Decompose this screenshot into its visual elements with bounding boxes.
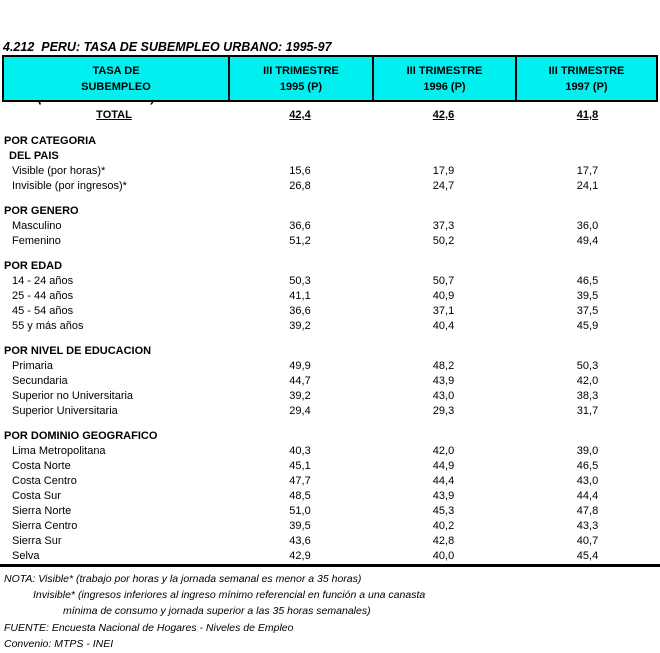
- section-heading-label: POR GENERO: [4, 205, 79, 217]
- value-cell: 38,3: [576, 390, 599, 402]
- row-label: Costa Centro: [12, 475, 77, 487]
- value-cell: 50,2: [432, 235, 455, 247]
- row-label: Femenino: [12, 235, 61, 247]
- value-cell: 46,5: [576, 460, 599, 472]
- value-cell: 42,8: [432, 535, 455, 547]
- value-cell: 49,4: [576, 235, 599, 247]
- table-row: [0, 304, 660, 319]
- total-value-1997: 41,8: [576, 109, 599, 121]
- value-cell: 45,9: [576, 320, 599, 332]
- footnote-line: NOTA: Visible* (trabajo por horas y la jornada semanal es menor a 35 horas): [4, 573, 362, 585]
- value-cell: 40,7: [576, 535, 599, 547]
- value-cell: 45,1: [289, 460, 311, 472]
- row-label: Superior Universitaria: [12, 405, 118, 417]
- value-cell: 43,9: [432, 375, 455, 387]
- value-cell: 50,3: [289, 275, 311, 287]
- row-label: Costa Sur: [12, 490, 61, 502]
- value-cell: 39,5: [576, 290, 599, 302]
- header-col-trimestre-1995: [228, 57, 372, 100]
- value-cell: 15,6: [289, 165, 311, 177]
- value-cell: 37,3: [432, 220, 455, 232]
- header-col-line: 1995 (P): [279, 80, 323, 93]
- value-cell: 43,3: [576, 520, 599, 532]
- value-cell: 39,0: [576, 445, 599, 457]
- row-label: Masculino: [12, 220, 62, 232]
- value-cell: 44,4: [576, 490, 599, 502]
- value-cell: 39,2: [289, 320, 311, 332]
- value-cell: 39,5: [289, 520, 311, 532]
- header-col-line: III TRIMESTRE: [548, 64, 625, 77]
- value-cell: 43,0: [576, 475, 599, 487]
- value-cell: 17,7: [576, 165, 599, 177]
- row-label: 14 - 24 años: [12, 275, 74, 287]
- section-heading-row: [0, 344, 660, 359]
- row-label: 45 - 54 años: [12, 305, 74, 317]
- table-row: [0, 534, 660, 549]
- value-cell: 42,0: [432, 445, 455, 457]
- bottom-rule: [0, 564, 660, 567]
- value-cell: 42,9: [289, 550, 311, 562]
- table-row: [0, 549, 660, 564]
- table-row: [0, 319, 660, 334]
- value-cell: 48,2: [432, 360, 455, 372]
- value-cell: 40,4: [432, 320, 455, 332]
- row-label: Lima Metropolitana: [12, 445, 106, 457]
- value-cell: 43,0: [432, 390, 455, 402]
- total-label: TOTAL: [96, 109, 132, 121]
- row-label: Sierra Centro: [12, 520, 78, 532]
- total-value-1996: 42,6: [432, 109, 455, 121]
- header-col-trimestre-1997: [515, 57, 656, 100]
- value-cell: 44,7: [289, 375, 311, 387]
- value-cell: 26,8: [289, 180, 311, 192]
- value-cell: 39,2: [289, 390, 311, 402]
- header-col-line: SUBEMPLEO: [81, 80, 151, 93]
- title-line-1: 4.212 PERU: TASA DE SUBEMPLEO URBANO: 1995-97: [3, 40, 332, 54]
- value-cell: 50,3: [576, 360, 599, 372]
- header-col-line: TASA DE: [92, 64, 140, 77]
- value-cell: 51,0: [289, 505, 311, 517]
- row-label: Invisible (por ingresos)*: [12, 180, 127, 192]
- value-cell: 46,5: [576, 275, 599, 287]
- table-body: [0, 108, 660, 564]
- value-cell: 48,5: [289, 490, 311, 502]
- value-cell: 24,7: [432, 180, 455, 192]
- total-value-1995: 42,4: [289, 109, 311, 121]
- row-label: Secundaria: [12, 375, 68, 387]
- value-cell: 36,6: [289, 220, 311, 232]
- table-row: [0, 179, 660, 194]
- section-heading-label: DEL PAIS: [9, 150, 59, 162]
- table-row: [0, 404, 660, 419]
- value-cell: 44,9: [432, 460, 455, 472]
- row-label: Primaria: [12, 360, 53, 372]
- value-cell: 29,4: [289, 405, 311, 417]
- value-cell: 49,9: [289, 360, 311, 372]
- table-row: [0, 374, 660, 389]
- row-label: Sierra Sur: [12, 535, 62, 547]
- value-cell: 37,1: [432, 305, 455, 317]
- value-cell: 36,0: [576, 220, 599, 232]
- section-heading-label: POR CATEGORIA: [4, 135, 97, 147]
- row-label: Visible (por horas)*: [12, 165, 106, 177]
- footnotes: [0, 571, 660, 652]
- value-cell: 37,5: [576, 305, 599, 317]
- value-cell: 47,7: [289, 475, 311, 487]
- section-heading-row: [0, 259, 660, 274]
- value-cell: 45,4: [576, 550, 599, 562]
- table-header-row: [2, 55, 658, 102]
- table-row: [0, 504, 660, 519]
- table-row: [0, 274, 660, 289]
- row-label: 25 - 44 años: [12, 290, 74, 302]
- footnote-line: FUENTE: Encuesta Nacional de Hogares - Niveles de Empleo: [4, 621, 294, 634]
- total-row: [0, 108, 660, 124]
- footnote-line: Convenio: MTPS - INEI: [4, 637, 114, 650]
- section-heading-row: [0, 134, 660, 149]
- value-cell: 44,4: [432, 475, 455, 487]
- value-cell: 41,1: [289, 290, 311, 302]
- header-col-trimestre-1996: [372, 57, 515, 100]
- header-col-line: III TRIMESTRE: [406, 64, 483, 77]
- table-sections: [0, 134, 660, 564]
- footnote-line: Invisible* (ingresos inferiores al ingreso mínimo referencial en función a una canasta: [33, 589, 426, 602]
- section-heading-row: [0, 149, 660, 164]
- section-heading-label: POR DOMINIO GEOGRAFICO: [4, 430, 158, 442]
- row-label: Costa Norte: [12, 460, 71, 472]
- value-cell: 40,3: [289, 445, 311, 457]
- row-label: 55 y más años: [12, 320, 84, 332]
- section-heading-label: POR EDAD: [4, 260, 63, 272]
- value-cell: 50,7: [432, 275, 455, 287]
- value-cell: 42,0: [576, 375, 599, 387]
- row-label: Sierra Norte: [12, 505, 72, 517]
- table-row: [0, 234, 660, 249]
- section-heading-label: POR NIVEL DE EDUCACION: [4, 345, 152, 357]
- value-cell: 45,3: [432, 505, 455, 517]
- header-col-line: 1997 (P): [565, 80, 608, 93]
- header-col-tasa-de-subempleo: [4, 57, 228, 100]
- table-row: [0, 459, 660, 474]
- table-row: [0, 519, 660, 534]
- value-cell: 29,3: [432, 405, 455, 417]
- value-cell: 36,6: [289, 305, 311, 317]
- table-row: [0, 219, 660, 234]
- table-row: [0, 389, 660, 404]
- value-cell: 17,9: [432, 165, 455, 177]
- value-cell: 24,1: [576, 180, 599, 192]
- value-cell: 40,0: [432, 550, 455, 562]
- table-row: [0, 474, 660, 489]
- section-heading-row: [0, 429, 660, 444]
- value-cell: 43,6: [289, 535, 311, 547]
- value-cell: 51,2: [289, 235, 311, 247]
- row-label: Selva: [12, 550, 40, 562]
- value-cell: 47,8: [576, 505, 599, 517]
- section-heading-row: [0, 204, 660, 219]
- table-row: [0, 359, 660, 374]
- header-col-line: 1996 (P): [423, 80, 466, 93]
- value-cell: 31,7: [576, 405, 599, 417]
- footnote-line: mínima de consumo y jornada superior a las 35 horas semanales): [63, 605, 371, 618]
- value-cell: 40,2: [432, 520, 455, 532]
- table-row: [0, 444, 660, 459]
- row-label: Superior no Universitaria: [12, 390, 134, 402]
- table-row: [0, 489, 660, 504]
- table-row: [0, 164, 660, 179]
- value-cell: 40,9: [432, 290, 455, 302]
- table-row: [0, 289, 660, 304]
- header-col-line: III TRIMESTRE: [263, 64, 339, 77]
- value-cell: 43,9: [432, 490, 455, 502]
